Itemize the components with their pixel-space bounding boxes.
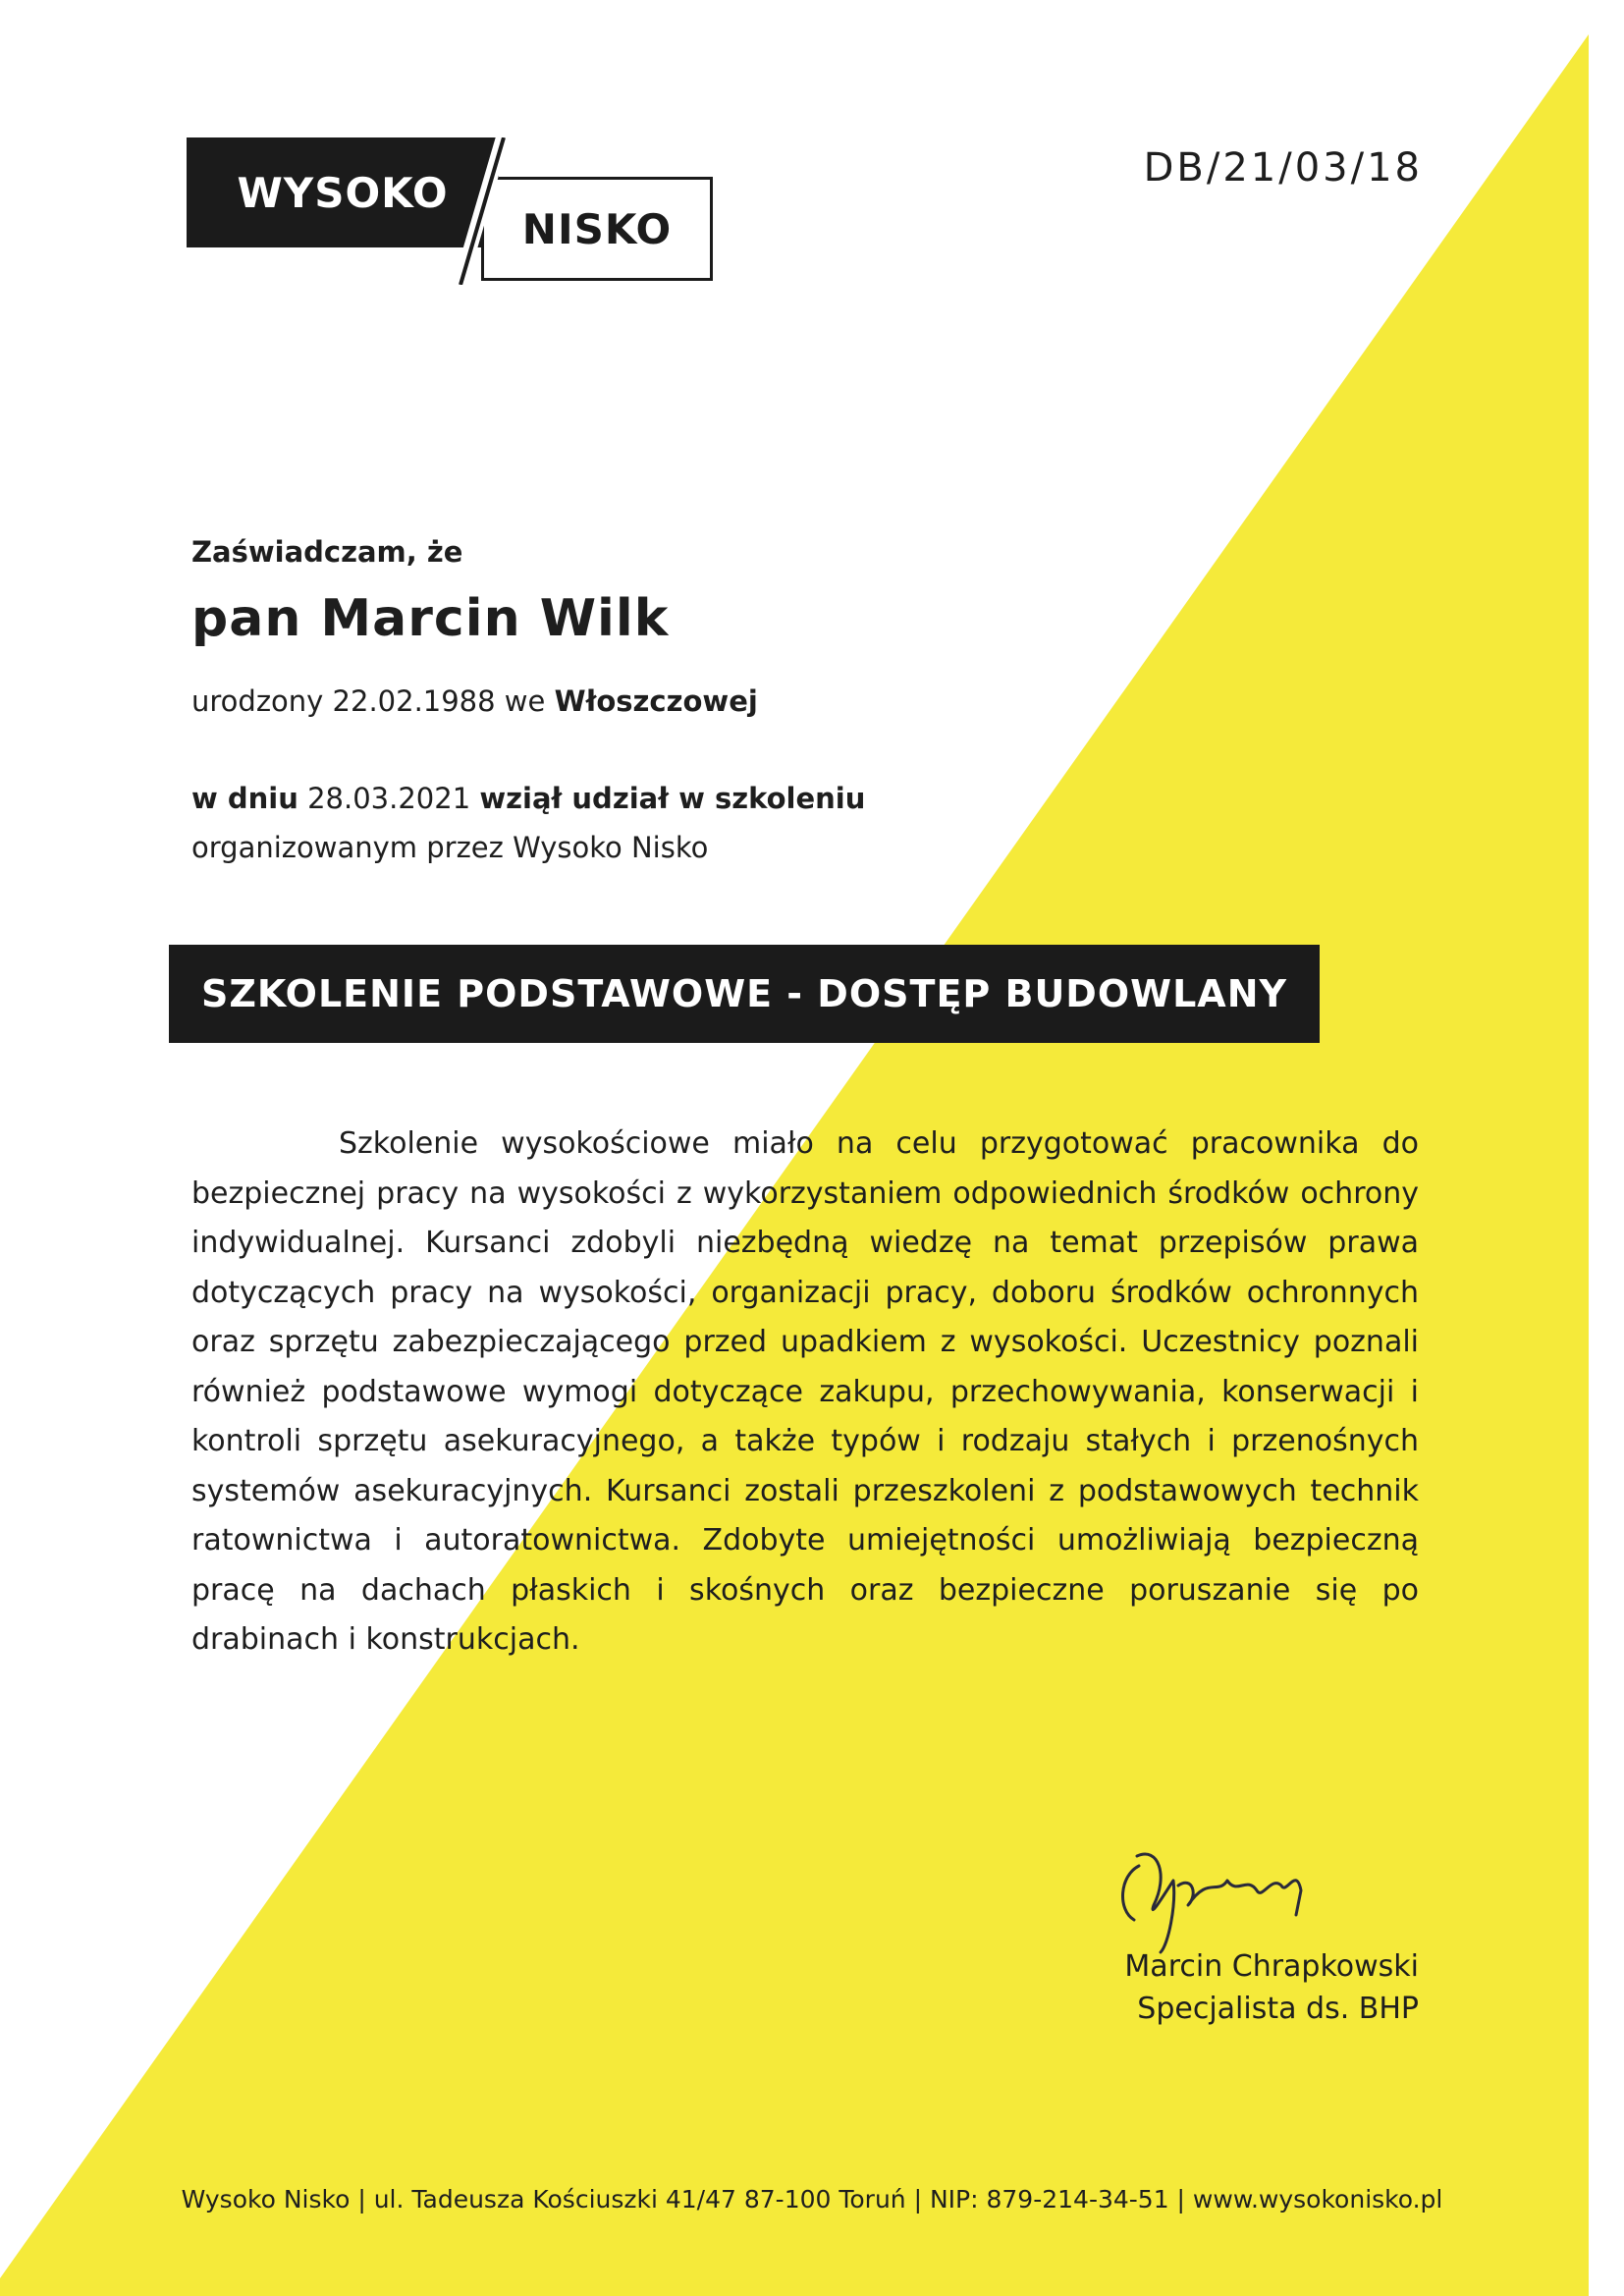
birth-prefix: urodzony 22.02.1988 we [191,684,546,718]
handwritten-signature [1100,1836,1345,1954]
organizer-line: organizowanym przez Wysoko Nisko [191,831,709,864]
company-logo [187,137,736,285]
logo-slash [187,137,736,285]
training-date: 28.03.2021 [307,782,471,815]
birth-info [191,684,758,718]
training-description: Szkolenie wysokościowe miało na celu przygotować pracownika do bezpiecznej pracy na wysokości z wykorzystaniem odpowiednich środków ochrony indywidualnej. Kursanci zdobyli niezbędną wiedzę na temat przepisów prawa dotyczących pracy na wysokości, organizacji pracy, doboru środków ochronnych oraz sprzętu zabezpieczającego przed upadkiem z wysokości. Uczestnicy poznali również podstawowe wymogi dotyczące zakupu, przechowywania, konserwacji i kontroli sprzętu asekuracyjnego, a także typów i rodzaju stałych i przenośnych systemów asekuracyjnych. Kursanci zostali przeszkoleni z podstawowych technik ratownictwa i autoratownictwa. Zdobyte umiejętności umożliwiają bezpieczną pracę na dachach płaskich i skośnych oraz bezpieczne poruszanie się po drabinach i konstrukcjach. [191,1126,1419,1657]
training-title: SZKOLENIE PODSTAWOWE - DOSTĘP BUDOWLANY [200,972,1288,1015]
birth-place: Włoszczowej [554,684,758,718]
intro-text: Zaświadczam, że [191,535,463,569]
signer-name: Marcin Chrapkowski [1124,1949,1419,1984]
date-suffix: wziął udział w szkoleniu [479,782,866,815]
footer-contact: Wysoko Nisko | ul. Tadeusza Kościuszki 41/47 87-100 Toruń | NIP: 879-214-34-51 | www.wysokonisko.pl [181,2185,1443,2214]
date-prefix: w dniu [191,782,298,815]
training-date-line [191,782,865,815]
logo-top-text: WYSOKO [237,168,449,217]
logo-bottom-text: NISKO [521,204,673,253]
document-number: DB/21/03/18 [1143,145,1423,191]
person-name: pan Marcin Wilk [191,589,670,648]
signer-title: Specjalista ds. BHP [1137,1992,1419,2026]
training-title-banner [169,945,1320,1043]
